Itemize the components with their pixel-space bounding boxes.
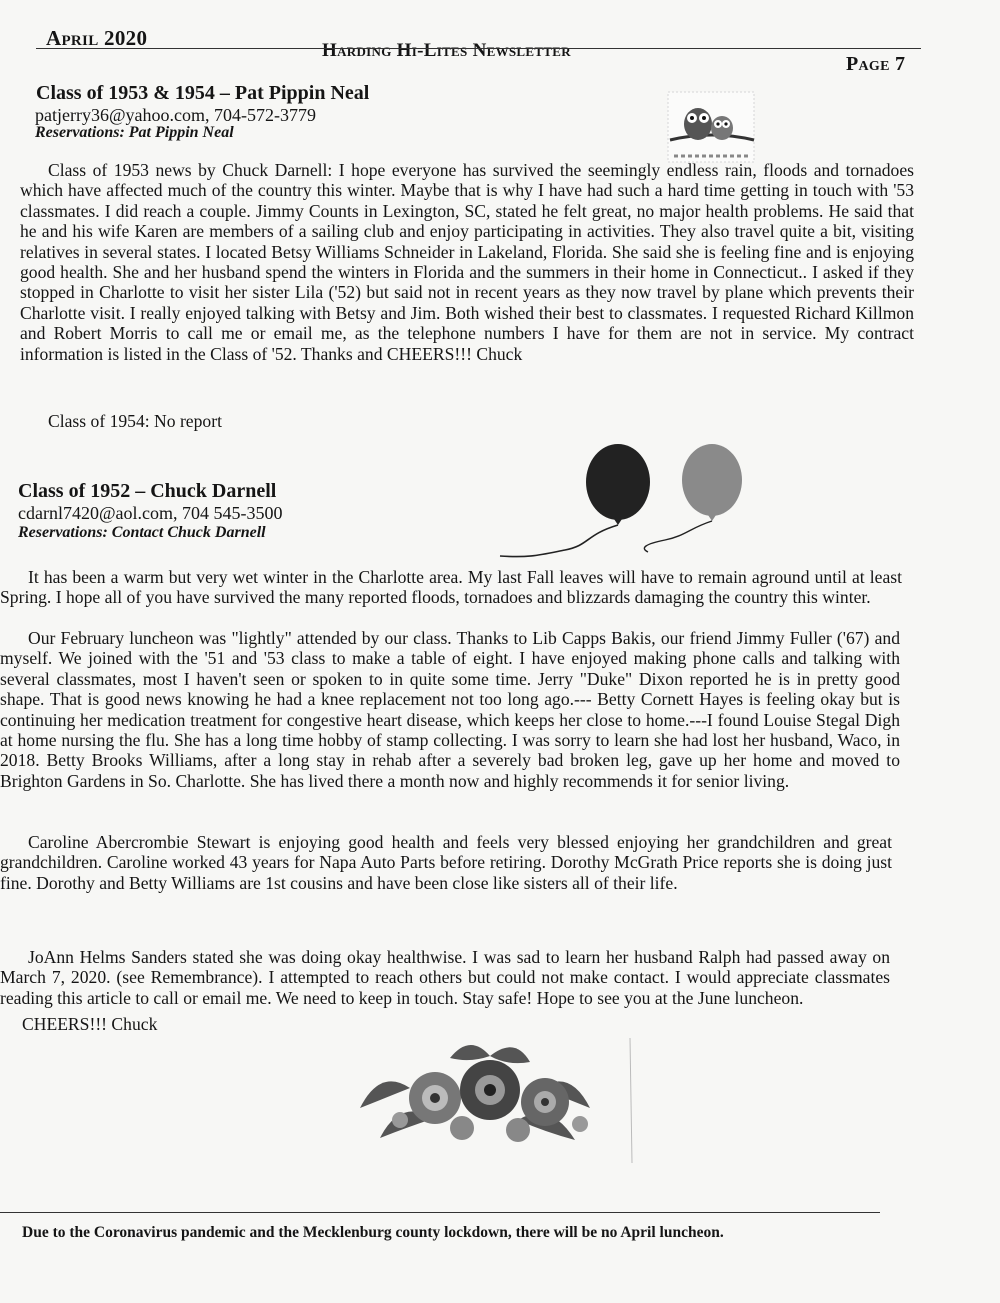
section-1952-para3: Caroline Abercrombie Stewart is enjoying good health and feels very blessed enjoying her grandchildren and great grandchildren. Caroline worked 43 years for Napa Auto Parts before retiring. Dorothy McGrath Price reports she is doing just fine. Dorothy and Betty Williams are 1st cousins and have been close like sisters all of their life. [0,832,892,893]
section-1952-para2: Our February luncheon was "lightly" attended by our class. Thanks to Lib Capps Bakis, our friend Jimmy Fuller ('67) and myself. We joined with the '51 and '53 class to make a table of eight. I have enjoyed making phone calls and talking with several classmates, most I haven't seen or spoken to in quite some time. Jerry "Duke" Dixon reported he is in pretty good shape. That is good news knowing he had a knee replacement not too long ago.--- Betty Cornett Hayes is feeling okay but is continuing her medication treatment for congestive heart disease, which keeps her close to home.---I found Louise Stegal Digh at home nursing the flu. She has a long time hobby of stamp collecting. I was sorry to learn she had lost her husband, Waco, in 2018. Betty Brooks Williams, after a long stay in rehab after a severely bad broken leg, gave up her home and moved to Brighton Gardens in So. Charlotte. She has lived there a month now and highly recommends it for senior living. [0,628,900,791]
balloon-icon [490,440,770,570]
section-1953-contact: patjerry36@yahoo.com, 704-572-3779 [35,105,317,125]
section-1952-signoff: CHEERS!!! Chuck [22,1014,158,1034]
floral-bouquet-icon [340,1028,640,1166]
section-1952-para1: It has been a warm but very wet winter in the Charlotte area. My last Fall leaves will have to remain aground until at least Spring. I hope all of you have survived the many reported floods, tornadoes and blizzards damaging the country this winter. [0,567,902,608]
section-1953-body: Class of 1953 news by Chuck Darnell: I hope everyone has survived the seemingly endless rain, floods and tornadoes which have affected much of the country this winter. Maybe that is why I have had such a hard time getting in touch with '53 classmates. I did reach a couple. Jimmy Counts in Lexington, SC, stated he felt great, no major health problems. He said that he and his wife Karen are members of a sailing club and enjoy participating in activities. They also travel quite a bit, visiting relatives in several states. I located Betsy Williams Schneider in Lakeland, Florida. She said she is feeling fine and is enjoying good health. She and her husband spend the winters in Florida and the summers in their home in Connecticut.. I asked if they stopped in Charlotte to visit her sister Lila ('52) but said not in recent years as they now travel by plane which prevents their Charlotte visit. I really enjoyed talking with Betsy and Jim. Both wished their best to classmates. I requested Richard Killmon and Robert Morris to call me or email me, as the telephone numbers I have for them are not in service. My contract information is listed in the Class of '52. Thanks and CHEERS!!! Chuck [20,160,914,364]
issue-date: April 2020 [46,26,148,50]
page-number: Page 7 [846,53,906,75]
section-1952-para4: JoAnn Helms Sanders stated she was doing okay healthwise. I was sad to learn her husband Ralph had passed away on March 7, 2020. (see Remembrance). I attempted to reach others but could not make contact. I would appreciate classmates reading this article to call or email me. We need to keep in touch. Stay safe! Hope to see you at the June luncheon. [0,947,890,1008]
footer-notice: Due to the Coronavirus pandemic and the Mecklenburg county lockdown, there will be no April luncheon. [22,1224,724,1241]
class-1954-report: Class of 1954: No report [48,411,222,431]
section-1953-reservations: Reservations: Pat Pippin Neal [35,124,234,141]
footer-divider [0,1212,880,1213]
section-1952-title: Class of 1952 – Chuck Darnell [18,480,277,502]
section-1952-contact: cdarnl7420@aol.com, 704 545-3500 [18,503,283,523]
section-1953-title: Class of 1953 & 1954 – Pat Pippin Neal [36,82,370,104]
owl-clipart-icon [664,90,760,170]
newsletter-title: Harding Hi-Lites Newsletter [322,40,571,61]
section-1952-reservations: Reservations: Contact Chuck Darnell [18,524,266,541]
header-divider [36,48,921,49]
